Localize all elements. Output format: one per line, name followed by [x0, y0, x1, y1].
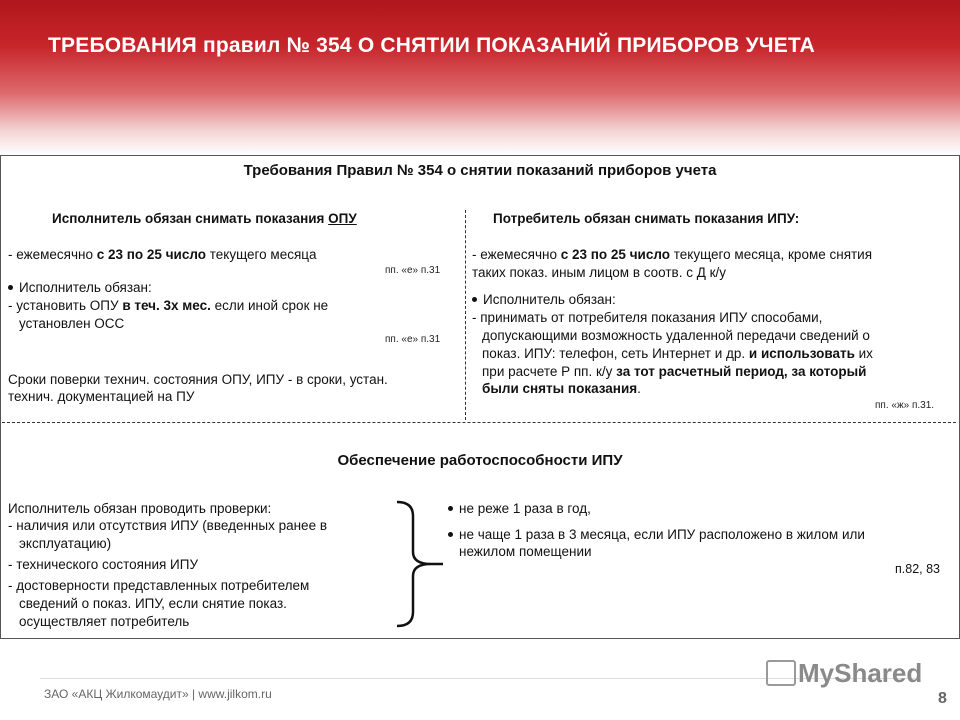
bullet-icon — [448, 532, 453, 537]
table-title: Требования Правил № 354 о снятии показаний приборов учета — [243, 162, 717, 179]
left-heading: Исполнитель обязан снимать показания ОПУ — [52, 211, 357, 226]
right-line-5: были сняты показания. — [482, 381, 641, 396]
check-1-line2: эксплуатацию) — [19, 536, 112, 551]
page-title: ТРЕБОВАНИЯ правил № 354 О СНЯТИИ ПОКАЗАНИЙ ПРИБОРОВ УЧЕТА — [48, 34, 815, 57]
freq-2-line2: нежилом помещении — [459, 544, 592, 559]
left-item-monthly: - ежемесячно с 23 по 25 число текущего месяца — [8, 247, 317, 262]
footer-company: ЗАО «АКЦ Жилкомаудит» | www.jilkom.ru — [44, 687, 272, 701]
watermark-icon — [766, 660, 796, 686]
freq-2-line1: не чаще 1 раза в 3 месяца, если ИПУ расположено в жилом или — [448, 526, 865, 543]
right-line-3: показ. ИПУ: телефон, сеть Интернет и др. и использовать их — [482, 346, 873, 361]
left-checks-line1: Сроки поверки технич. состояния ОПУ, ИПУ - в сроки, устан. — [8, 372, 388, 387]
check-3-line1: - достоверности представленных потребителем — [8, 578, 310, 593]
check-1-line1: - наличия или отсутствия ИПУ (введенных ранее в — [8, 518, 327, 533]
freq-1: не реже 1 раза в год, — [448, 500, 591, 517]
section2-ref: п.82, 83 — [895, 562, 940, 576]
header-banner — [0, 0, 960, 155]
left-item-install: - установить ОПУ в теч. 3х мес. если иной срок не — [8, 298, 329, 313]
left-ref-2: пп. «е» п.31 — [385, 334, 441, 345]
column-divider — [465, 210, 466, 420]
right-ref: пп. «ж» п.31. — [875, 400, 935, 411]
curly-brace-icon — [395, 500, 445, 630]
page-number: 8 — [938, 690, 947, 707]
right-line-4: при расчете Р пп. к/у за тот расчетный период, за который — [482, 364, 867, 379]
right-item-monthly-line2: таких показ. иным лицом в соотв. с Д к/у — [472, 265, 727, 280]
check-2: - технического состояния ИПУ — [8, 557, 199, 572]
checks-intro: Исполнитель обязан проводить проверки: — [8, 501, 272, 516]
right-line-1: - принимать от потребителя показания ИПУ способами, — [472, 310, 823, 325]
bullet-icon — [448, 506, 453, 511]
section-divider — [2, 422, 956, 423]
bullet-icon — [472, 297, 477, 302]
right-heading: Потребитель обязан снимать показания ИПУ: — [493, 211, 800, 226]
right-item-monthly: - ежемесячно с 23 по 25 число текущего месяца, кроме снятия — [472, 247, 873, 262]
bullet-icon — [8, 285, 13, 290]
right-line-2: допускающими возможность удаленной передачи сведений о — [482, 328, 870, 343]
left-checks-line2: технич. документацией на ПУ — [8, 389, 195, 404]
left-obliged: Исполнитель обязан: — [8, 279, 152, 296]
left-item-install-line2: установлен ОСС — [19, 316, 125, 331]
check-3-line2: сведений о показ. ИПУ, если снятие показ. — [19, 596, 287, 611]
opu-underlined: ОПУ — [328, 211, 357, 226]
right-obliged: Исполнитель обязан: — [472, 291, 616, 308]
section2-title: Обеспечение работоспособности ИПУ — [337, 452, 623, 469]
watermark: MyShared — [798, 658, 923, 688]
left-ref-1: пп. «е» п.31 — [385, 265, 441, 276]
check-3-line3: осуществляет потребитель — [19, 614, 190, 629]
